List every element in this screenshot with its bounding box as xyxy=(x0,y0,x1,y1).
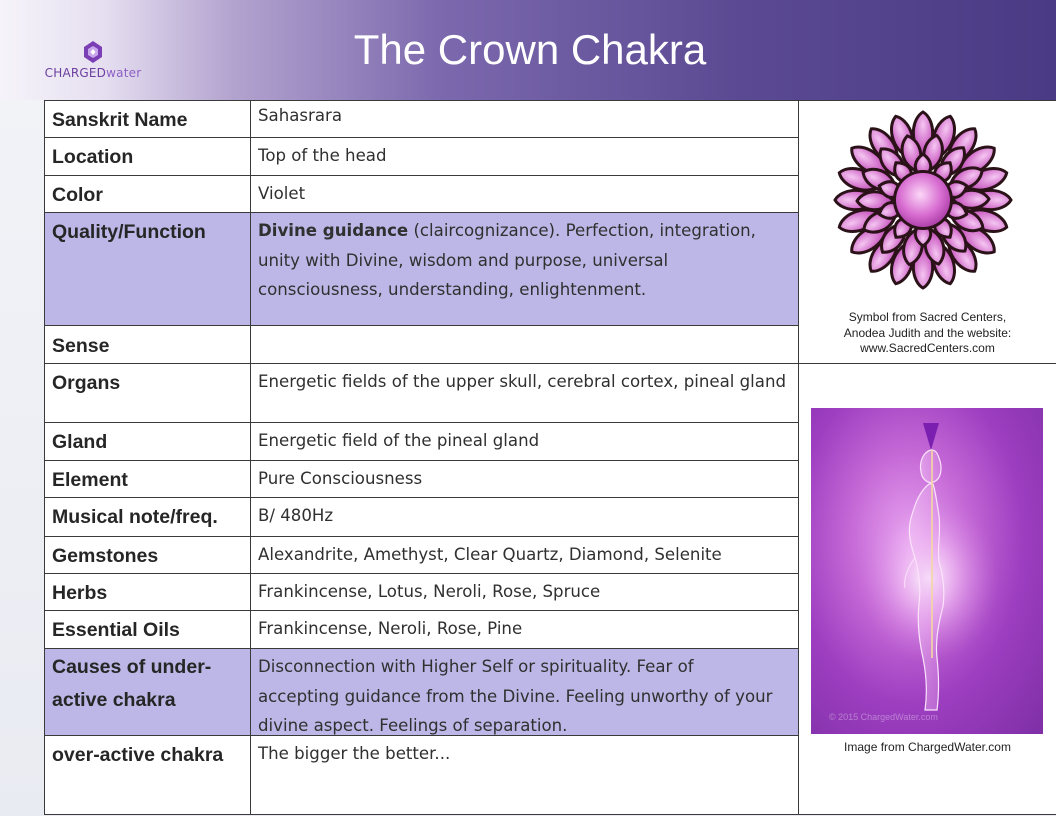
quality-text: (claircognizance). Perfection, integration, unity with Divine, wisdom and purpose, universal consciousness, understanding, enlightenment. xyxy=(258,221,756,299)
value-quality-function xyxy=(251,213,799,326)
image-watermark: © 2015 ChargedWater.com xyxy=(829,712,938,722)
image-caption: Image from ChargedWater.com xyxy=(844,740,1011,754)
header-banner xyxy=(0,0,1056,100)
label-under-active: Causes of under-active chakra xyxy=(45,649,251,736)
symbol-caption xyxy=(799,310,1056,357)
symbol-caption-line-1: Symbol from Sacred Centers, xyxy=(848,310,1007,324)
value-gemstones: Alexandrite, Amethyst, Clear Quartz, Diamond, Selenite xyxy=(251,537,799,574)
logo[interactable] xyxy=(34,40,152,90)
symbol-caption-line-2: Anodea Judith and the website: xyxy=(843,325,1012,340)
quality-bold-term: Divine guidance xyxy=(258,221,409,240)
page-title: The Crown Chakra xyxy=(353,26,707,73)
value-element: Pure Consciousness xyxy=(251,461,799,498)
value-essential-oils: Frankincense, Neroli, Rose, Pine xyxy=(251,611,799,649)
label-organs: Organs xyxy=(45,364,251,423)
value-color: Violet xyxy=(251,176,799,213)
label-quality-function: Quality/Function xyxy=(45,213,251,326)
label-sense: Sense xyxy=(45,326,251,364)
label-color: Color xyxy=(45,176,251,213)
label-gland: Gland xyxy=(45,423,251,461)
chakra-figure-image xyxy=(811,408,1043,734)
label-gemstones: Gemstones xyxy=(45,537,251,574)
label-element: Element xyxy=(45,461,251,498)
value-organs: Energetic fields of the upper skull, cerebral cortex, pineal gland xyxy=(251,364,799,423)
label-herbs: Herbs xyxy=(45,574,251,611)
value-over-active: The bigger the better... xyxy=(251,736,799,815)
value-musical-note: B/ 480Hz xyxy=(251,498,799,537)
logo-text: CHARGEDwater xyxy=(44,66,142,80)
label-essential-oils: Essential Oils xyxy=(45,611,251,649)
value-location: Top of the head xyxy=(251,138,799,176)
value-gland: Energetic field of the pineal gland xyxy=(251,423,799,461)
meditating-figure-icon xyxy=(811,408,1043,734)
crystal-icon xyxy=(82,40,104,64)
label-musical-note: Musical note/freq. xyxy=(45,498,251,537)
value-herbs: Frankincense, Lotus, Neroli, Rose, Spruce xyxy=(251,574,799,611)
symbol-cell xyxy=(799,101,1056,364)
crown-chakra-mandala-icon xyxy=(833,110,1013,290)
value-sanskrit-name: Sahasrara xyxy=(251,101,799,138)
photo-cell xyxy=(799,364,1056,815)
symbol-caption-line-3: www.SacredCenters.com xyxy=(860,341,995,355)
label-location: Location xyxy=(45,138,251,176)
value-under-active: Disconnection with Higher Self or spirituality. Fear of accepting guidance from the Divine. Feeling unworthy of your divine aspect. Feelings of separation. xyxy=(251,649,799,736)
label-over-active: over-active chakra xyxy=(45,736,251,815)
chakra-table xyxy=(44,100,1056,815)
label-sanskrit-name: Sanskrit Name xyxy=(45,101,251,138)
value-sense xyxy=(251,326,799,364)
